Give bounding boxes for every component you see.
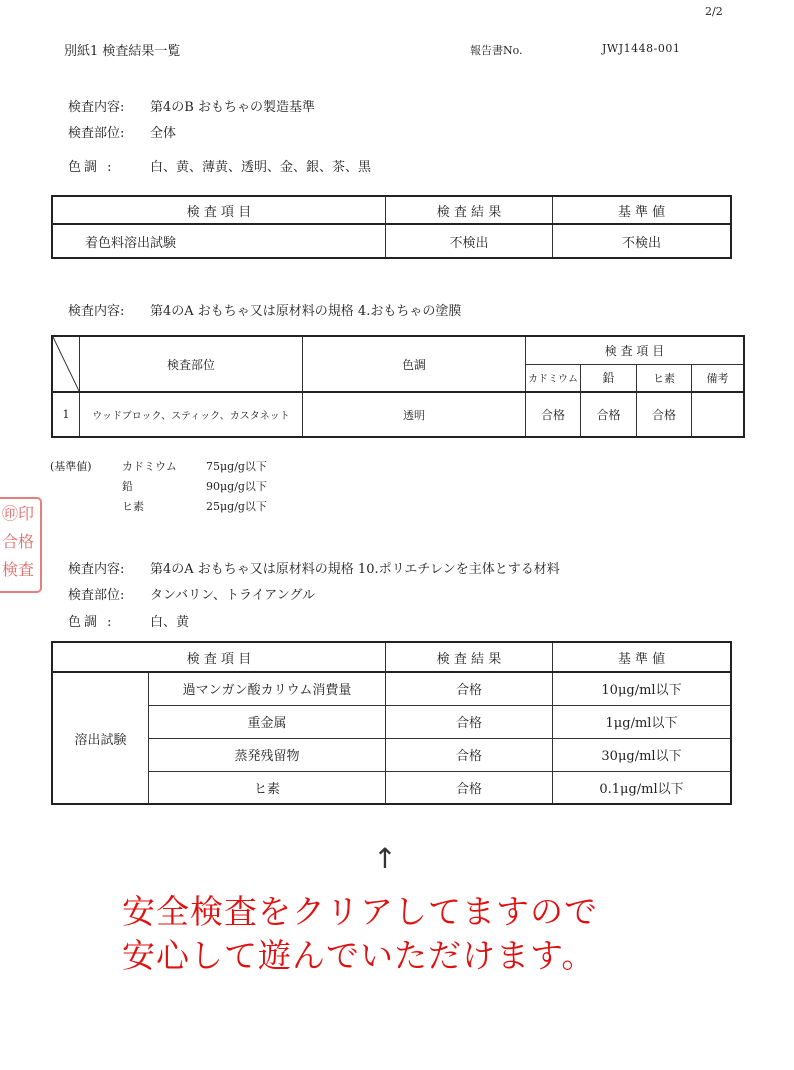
s2-row-lead: 合格 [581,392,637,437]
s3-standard-0: 10μg/ml以下 [553,672,732,705]
s2-standard-name-1: 鉛 [122,480,133,493]
s2-standard-name-2: ヒ素 [122,500,144,513]
s3-header-item: 検 査 項 目 [52,642,386,672]
s2-sub-arsenic: ヒ素 [637,364,692,392]
s2-row-color: 透明 [303,392,526,437]
s1-content-value: 第4のB おもちゃの製造基準 [150,100,315,115]
s2-content-label: 検査内容: [68,304,125,319]
note-line-1: 安全検査をクリアしてますので [122,892,598,931]
s2-standard-value-2: 25μg/g以下 [206,500,267,513]
table-row [52,392,744,437]
s1-results-table [51,195,732,259]
s1-color-value: 白、黄、薄黄、透明、金、銀、茶、黒 [150,160,372,175]
note-line-2: 安心して遊んでいただけます。 [122,936,596,975]
s2-standard-name-0: カドミウム [122,460,177,473]
table-row [52,738,731,771]
s2-content-value: 第4のA おもちゃ又は原材料の規格 4.おもちゃの塗膜 [150,304,462,319]
page-number: 2/2 [705,5,723,18]
s3-standard-3: 0.1μg/ml以下 [553,771,732,804]
s2-header-color: 色調 [303,336,526,392]
table-row [52,771,731,804]
s3-header-standard: 基 準 値 [553,642,732,672]
s2-row-cadmium: 合格 [526,392,581,437]
s3-standard-2: 30μg/ml以下 [553,738,732,771]
s2-corner-cell [52,336,80,392]
s3-item-1: 重金属 [149,705,386,738]
s2-row-no: 1 [52,392,80,437]
s1-part-value: 全体 [150,126,177,141]
s3-results-table [51,641,732,805]
s1-standard: 不検出 [553,224,732,258]
s3-item-0: 過マンガン酸カリウム消費量 [149,672,386,705]
s1-header-result: 検 査 結 果 [386,196,553,224]
s1-content-label: 検査内容: [68,100,125,115]
s2-sub-cadmium: カドミウム [526,364,581,392]
s2-row-remarks [692,392,745,437]
s3-color-value: 白、黄 [150,615,190,630]
s3-standard-1: 1μg/ml以下 [553,705,732,738]
table-row [52,224,731,258]
s3-group-label: 溶出試験 [52,672,149,804]
s3-content-label: 検査内容: [68,562,125,577]
s2-results-table [51,335,745,438]
s3-content-value: 第4のA おもちゃ又は原材料の規格 10.ポリエチレンを主体とする材料 [150,562,560,577]
red-seal-stamp-icon: ㊞ 印 合 格 検 査 [0,497,42,593]
s3-part-value: タンバリン、トライアングル [150,588,316,603]
up-arrow-icon: ↑ [373,842,397,875]
s1-header-standard: 基 準 値 [553,196,732,224]
diagonal-line [53,337,79,391]
s1-result: 不検出 [386,224,553,258]
s1-item: 着色料溶出試験 [52,224,386,258]
s2-standards-label: (基準値) [50,460,92,473]
s1-part-label: 検査部位: [68,126,125,141]
s2-sub-lead: 鉛 [581,364,637,392]
report-number: JWJ1448-001 [602,42,681,55]
table-row [52,672,731,705]
s3-part-label: 検査部位: [68,588,125,603]
s3-result-1: 合格 [386,705,553,738]
s2-header-items: 検 査 項 目 [526,336,745,364]
s2-standard-value-1: 90μg/g以下 [206,480,267,493]
s1-color-label: 色調 : [68,160,115,175]
s2-row-arsenic: 合格 [637,392,692,437]
s2-header-part: 検査部位 [80,336,303,392]
s2-row-part: ウッドブロック、スティック、カスタネット [80,392,303,437]
s3-item-3: ヒ素 [149,771,386,804]
s3-header-result: 検 査 結 果 [386,642,553,672]
s2-standard-value-0: 75μg/g以下 [206,460,267,473]
s3-item-2: 蒸発残留物 [149,738,386,771]
report-number-label: 報告書No. [470,44,523,57]
s1-header-item: 検 査 項 目 [52,196,386,224]
s3-result-3: 合格 [386,771,553,804]
s3-color-label: 色調 : [68,615,115,630]
s3-result-2: 合格 [386,738,553,771]
s2-sub-remarks: 備考 [692,364,745,392]
s3-result-0: 合格 [386,672,553,705]
document-title: 別紙1 検査結果一覧 [64,44,181,59]
table-row [52,705,731,738]
